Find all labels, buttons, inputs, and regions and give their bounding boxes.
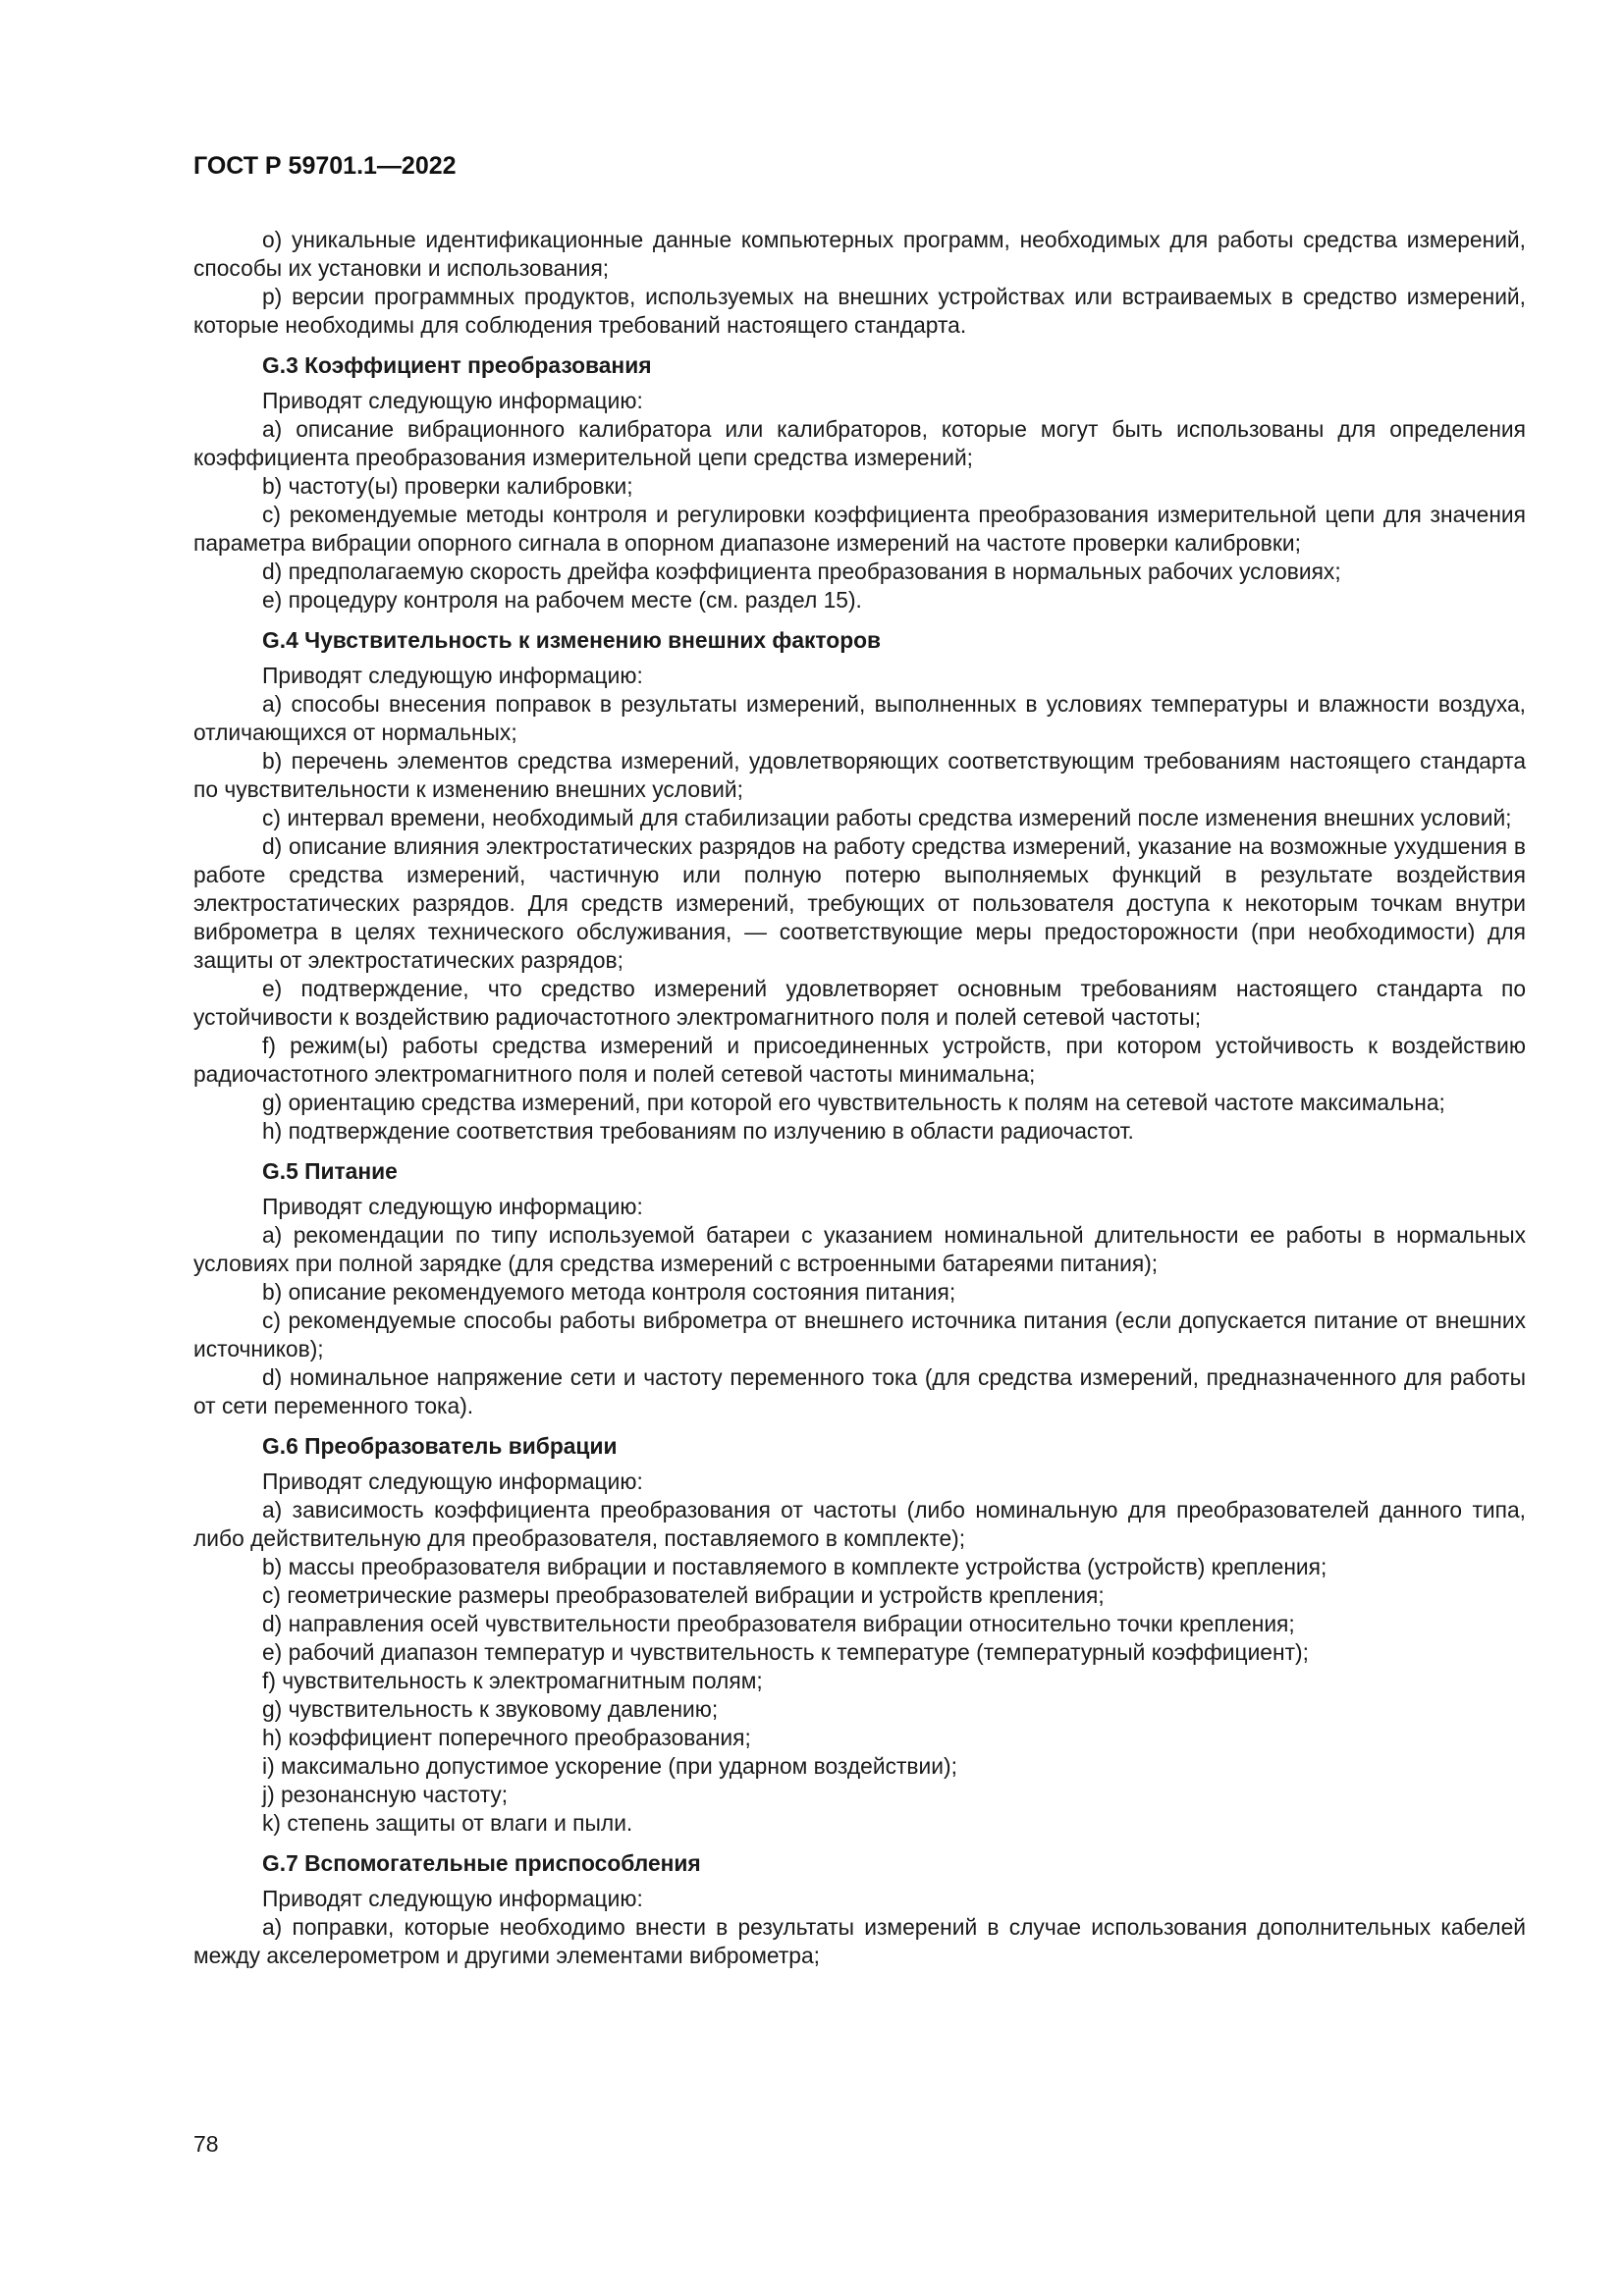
paragraph: e) рабочий диапазон температур и чувствительность к температуре (температурный коэффициент); [262,1639,1309,1665]
paragraph: d) предполагаемую скорость дрейфа коэффициента преобразования в нормальных рабочих условиях; [262,559,1341,584]
paragraph: o) уникальные идентификационные данные компьютерных программ, необходимых для работы средства измерений, способы их установки и использования; [193,227,1526,281]
section-heading: G.3 Коэффициент преобразования [262,352,652,378]
paragraph: Приводят следующую информацию: [262,663,643,688]
paragraph: k) степень защиты от влаги и пыли. [262,1810,633,1836]
paragraph: f) режим(ы) работы средства измерений и присоединенных устройств, при котором устойчивость к воздействию радиочастотного электромагнитного поля и полей сетевой частоты минимальна; [193,1033,1526,1087]
paragraph: d) направления осей чувствительности преобразователя вибрации относительно точки крепления; [262,1611,1295,1636]
paragraph: Приводят следующую информацию: [262,1194,643,1219]
paragraph: e) подтверждение, что средство измерений удовлетворяет основным требованиям настоящего стандарта по устойчивости к воздействию радиочастотного электромагнитного поля и полей сетевой частоты; [193,976,1526,1030]
paragraph: a) поправки, которые необходимо внести в результаты измерений в случае использования дополнительных кабелей между акселерометром и другими элементами виброметра; [193,1914,1526,1968]
paragraph: Приводят следующую информацию: [262,388,643,413]
paragraph: h) коэффициент поперечного преобразования; [262,1725,751,1750]
paragraph: c) рекомендуемые способы работы виброметра от внешнего источника питания (если допускается питание от внешних источников); [193,1308,1526,1362]
paragraph: Приводят следующую информацию: [262,1886,643,1911]
paragraph: h) подтверждение соответствия требованиям по излучению в области радиочастот. [262,1118,1134,1144]
paragraph: j) резонансную частоту; [262,1782,509,1807]
paragraph: i) максимально допустимое ускорение (при ударном воздействии); [262,1753,957,1779]
paragraph: p) версии программных продуктов, используемых на внешних устройствах или встраиваемых в средство измерений, которые необходимы для соблюдения требований настоящего стандарта. [193,284,1526,338]
section-heading: G.6 Преобразователь вибрации [262,1433,618,1459]
paragraph: Приводят следующую информацию: [262,1468,643,1494]
paragraph: c) геометрические размеры преобразователей вибрации и устройств крепления; [262,1582,1105,1608]
paragraph: b) массы преобразователя вибрации и поставляемого в комплекте устройства (устройств) крепления; [262,1554,1327,1579]
section-heading: G.7 Вспомогательные приспособления [262,1850,701,1876]
paragraph: b) перечень элементов средства измерений, удовлетворяющих соответствующим требованиям настоящего стандарта по чувствительности к изменению внешних условий; [193,748,1526,802]
paragraph: d) номинальное напряжение сети и частоту переменного тока (для средства измерений, предназначенного для работы от сети переменного тока). [193,1364,1526,1418]
paragraph: a) описание вибрационного калибратора или калибраторов, которые могут быть использованы для определения коэффициента преобразования измерительной цепи средства измерений; [193,416,1526,470]
paragraph: g) чувствительность к звуковому давлению; [262,1696,719,1722]
document-header: ГОСТ Р 59701.1—2022 [193,152,457,180]
document-body [193,226,1526,1970]
paragraph: f) чувствительность к электромагнитным полям; [262,1668,763,1693]
paragraph: c) интервал времени, необходимый для стабилизации работы средства измерений после изменения внешних условий; [262,805,1512,830]
paragraph: g) ориентацию средства измерений, при которой его чувствительность к полям на сетевой частоте максимальна; [262,1090,1445,1115]
section-heading: G.5 Питание [262,1158,398,1184]
paragraph: a) рекомендации по типу используемой батареи с указанием номинальной длительности ее работы в нормальных условиях при полной зарядке (для средства измерений с встроенными батареями питания); [193,1222,1526,1276]
paragraph: a) зависимость коэффициента преобразования от частоты (либо номинальную для преобразователей данного типа, либо действительную для преобразователя, поставляемого в комплекте); [193,1497,1526,1551]
paragraph: e) процедуру контроля на рабочем месте (см. раздел 15). [262,587,862,613]
section-heading: G.4 Чувствительность к изменению внешних факторов [262,627,882,653]
paragraph: d) описание влияния электростатических разрядов на работу средства измерений, указание на возможные ухудшения в работе средства измерений, частичную или полную потерю выполняемых функций в результате воздействия электростатических разрядов. Для средств измерений, требующих от пользователя доступа к некоторым точкам внутри виброметра в целях технического обслуживания, — соответствующие меры предосторожности (при необходимости) для защиты от электростатических разрядов; [193,833,1526,973]
paragraph: a) способы внесения поправок в результаты измерений, выполненных в условиях температуры и влажности воздуха, отличающихся от нормальных; [193,691,1526,745]
paragraph: b) частоту(ы) проверки калибровки; [262,473,633,499]
paragraph: b) описание рекомендуемого метода контроля состояния питания; [262,1279,956,1305]
paragraph: c) рекомендуемые методы контроля и регулировки коэффициента преобразования измерительной цепи для значения параметра вибрации опорного сигнала в опорном диапазоне измерений на частоте проверки калибровки; [193,502,1526,556]
page-number: 78 [193,2131,219,2157]
